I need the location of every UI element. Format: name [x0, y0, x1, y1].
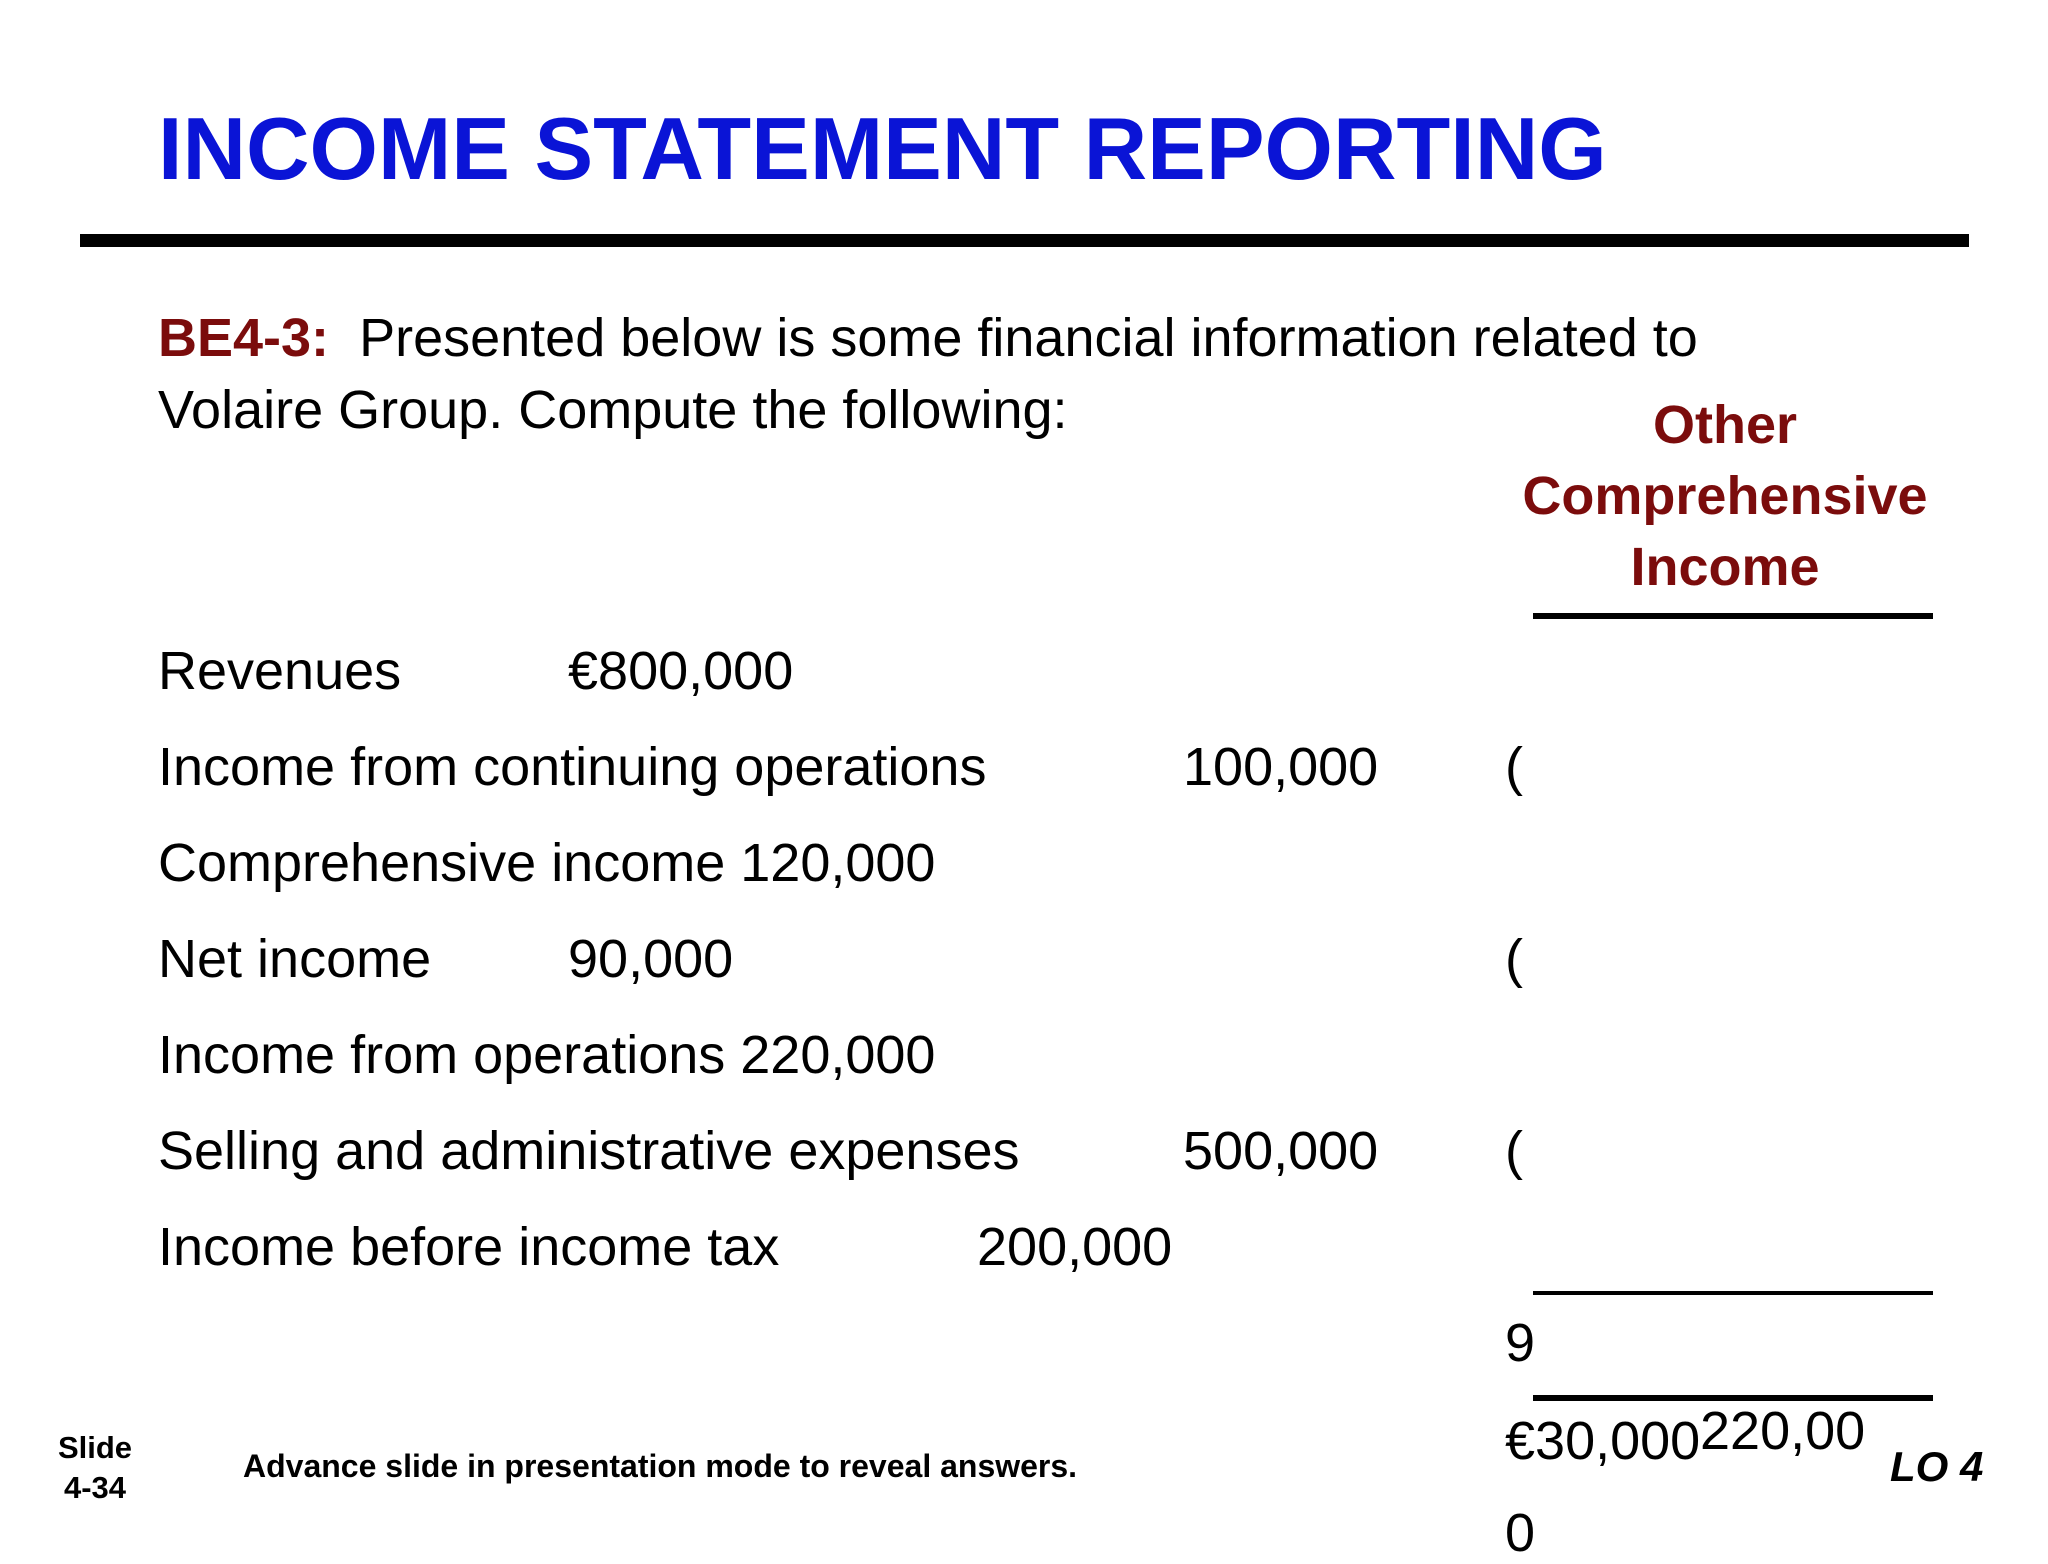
header-underline — [1533, 613, 1933, 619]
oci-header-line-1: Other — [1652, 395, 1798, 455]
slide-title: INCOME STATEMENT REPORTING — [158, 99, 1607, 198]
wrapped-digit: 0 — [1505, 1503, 1536, 1563]
problem-intro — [158, 302, 1698, 446]
item-comprehensive-income: Comprehensive income 120,000 — [158, 833, 936, 893]
exercise-label: BE4-3: — [158, 308, 330, 368]
oci-header-line-2: Comprehensive — [1522, 466, 1928, 526]
intro-line-2: Volaire Group. Compute the following: — [158, 380, 1068, 440]
partial-mark: 9 — [1505, 1313, 1536, 1373]
learning-objective: LO 4 — [1890, 1443, 1984, 1490]
item-income-before-tax-label: Income before income tax — [158, 1217, 780, 1277]
slide-label: Slide — [57, 1430, 133, 1465]
overlapping-amount: 220,00 — [1700, 1401, 1866, 1461]
partial-mark: ( — [1505, 737, 1523, 797]
slide-number-value: 4-34 — [63, 1470, 127, 1505]
item-net-income-amount: 90,000 — [568, 929, 734, 989]
overlapping-amount-clip — [1700, 1400, 1880, 1460]
item-net-income-label: Net income — [158, 929, 432, 989]
subtotal-rule — [1533, 1291, 1933, 1295]
oci-column-header — [1515, 390, 1935, 603]
item-revenues-label: Revenues — [158, 641, 402, 701]
item-continuing-ops-amount: 100,000 — [1183, 737, 1379, 797]
item-income-from-operations: Income from operations 220,000 — [158, 1025, 936, 1085]
oci-header-line-3: Income — [1630, 537, 1820, 597]
intro-line-1 — [158, 302, 1698, 374]
presentation-note: Advance slide in presentation mode to reveal answers. — [243, 1448, 1078, 1484]
partial-mark: ( — [1505, 1121, 1523, 1181]
item-selling-admin-label: Selling and administrative expenses — [158, 1121, 1020, 1181]
item-continuing-ops-label: Income from continuing operations — [158, 737, 987, 797]
partial-mark: ( — [1505, 929, 1523, 989]
slide-number — [40, 1428, 150, 1508]
wrapped-digit-clip — [1505, 1502, 1565, 1563]
item-revenues-amount: €800,000 — [568, 641, 794, 701]
item-income-before-tax-amount: 200,000 — [977, 1217, 1173, 1277]
item-selling-admin-amount: 500,000 — [1183, 1121, 1379, 1181]
answer-amount: €30,000 — [1505, 1411, 1701, 1471]
intro-text-1: Presented below is some financial information related to — [359, 308, 1698, 368]
title-underline — [80, 234, 1969, 247]
